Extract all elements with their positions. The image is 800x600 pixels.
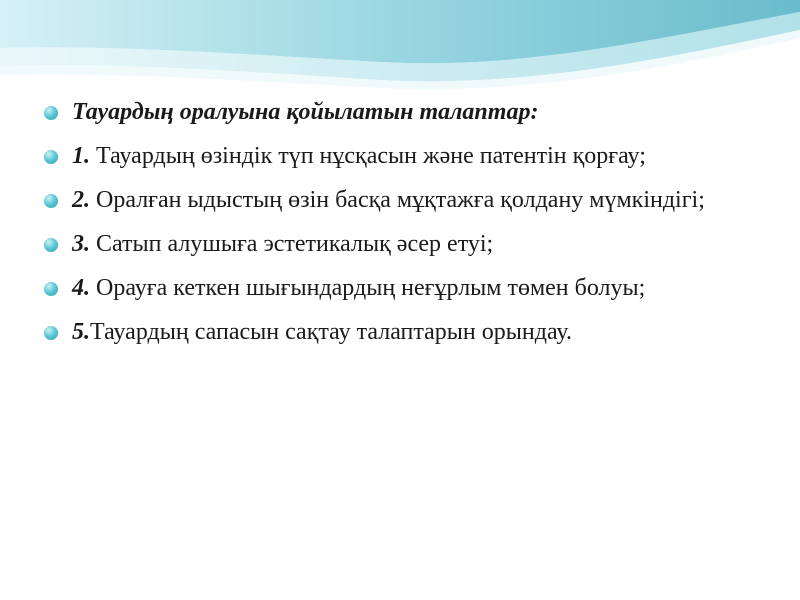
bullet-dot-icon: [44, 106, 58, 120]
item-number: 2.: [72, 187, 90, 213]
list-item: [40, 184, 760, 216]
item-text: Оралған ыдыстың өзін басқа мұқтажға қолдану мүмкіндігі;: [90, 187, 705, 213]
item-text: Тауардың сапасын сақтау талаптарын орындау.: [90, 319, 572, 345]
item-number: 4.: [72, 275, 90, 301]
item-text: Сатып алушыға эстетикалық әсер етуі;: [90, 231, 494, 257]
item-text: Орауға кеткен шығындардың неғұрлым төмен болуы;: [90, 275, 646, 301]
list-item: [40, 140, 760, 172]
item-number: 5.: [72, 319, 90, 345]
item-number: 3.: [72, 231, 90, 257]
list-item: [40, 272, 760, 304]
list-item: [40, 316, 760, 348]
bullet-dot-icon: [44, 194, 58, 208]
requirements-list: [40, 96, 760, 360]
list-heading: Тауардың оралуына қойылатын талаптар:: [72, 99, 539, 125]
bullet-dot-icon: [44, 238, 58, 252]
wave-header-decoration: [0, 0, 800, 95]
bullet-dot-icon: [44, 282, 58, 296]
bullet-dot-icon: [44, 326, 58, 340]
list-item-heading: [40, 96, 760, 128]
item-number: 1.: [72, 143, 90, 169]
list-item: [40, 228, 760, 260]
item-text: Тауардың өзіндік түп нұсқасын және патентін қорғау;: [90, 143, 646, 169]
bullet-dot-icon: [44, 150, 58, 164]
